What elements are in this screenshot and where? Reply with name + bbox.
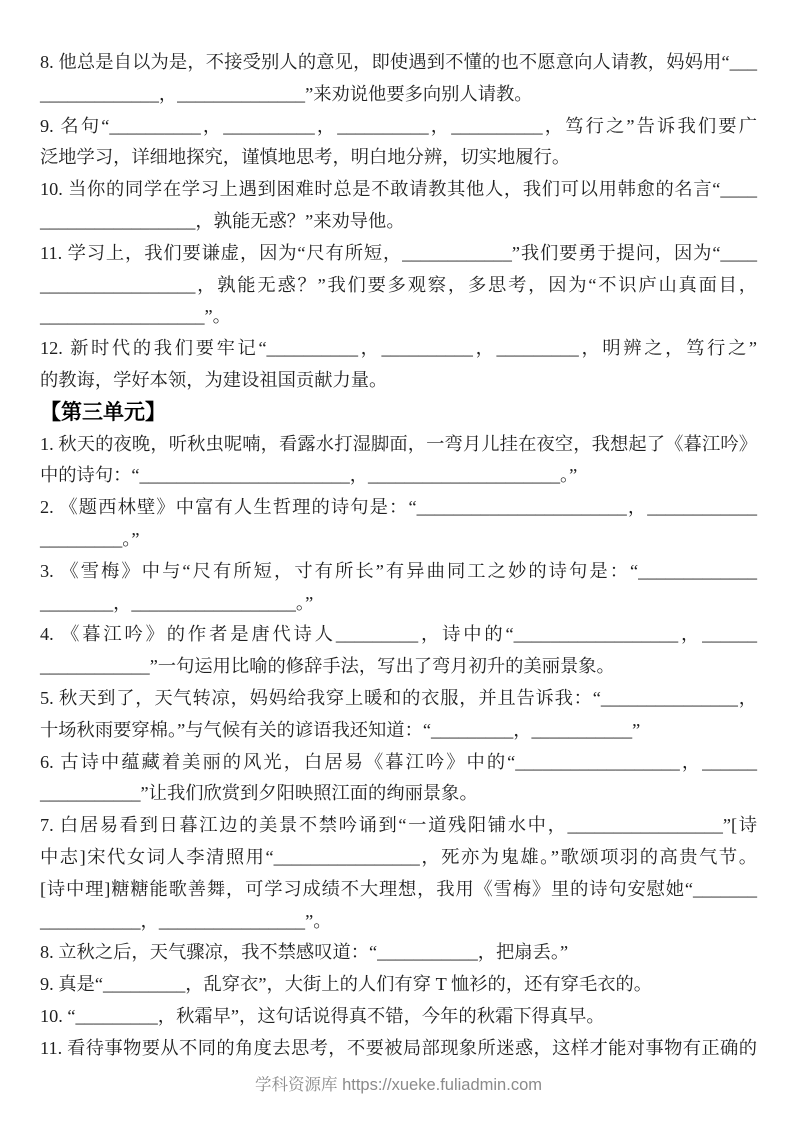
question-line: 8. 立秋之后，天气骤凉，我不禁感叹道：“___________，把扇丢。” — [40, 942, 569, 963]
question-line: 7. 白居易看到日暮江边的美景不禁吟诵到“一道残阳铺水中，_________________”[诗 — [40, 815, 757, 836]
question-line: _________________，孰能无惑？”我们要多观察，多思考，因为“不识庐山真面目， — [40, 274, 757, 295]
question-u3-8 — [40, 937, 757, 969]
question-u3-1 — [40, 429, 757, 493]
question-line: ___________，________________”。 — [40, 910, 332, 931]
question-line: __________________”。 — [40, 306, 231, 327]
question-u3-9 — [40, 969, 757, 1001]
footer-watermark: 学科资源库 https://xueke.fuliadmin.com — [254, 1075, 542, 1094]
section-heading-text: 【第三单元】 — [40, 400, 166, 424]
question-line: 11. 学习上，我们要谦虚，因为“尺有所短，____________”我们要勇于提问，因为“____ — [40, 242, 757, 263]
question-line: 4. 《暮江吟》的作者是唐代诗人_________，诗中的“__________________，______ — [40, 624, 757, 645]
question-12 — [40, 333, 757, 397]
question-line: 中的诗句：“_______________________，_____________________。” — [40, 465, 578, 486]
question-line: 十场秋雨要穿棉。”与气候有关的谚语我还知道：“_________，___________” — [40, 719, 641, 740]
question-u3-11 — [40, 1033, 757, 1065]
question-u3-5 — [40, 683, 757, 747]
question-11 — [40, 238, 757, 333]
question-u3-10 — [40, 1001, 757, 1033]
question-8 — [40, 47, 757, 111]
question-line: _____________，______________”来劝说他要多向别人请教。 — [40, 83, 533, 104]
question-line: 5. 秋天到了，天气转凉，妈妈给我穿上暖和的衣服，并且告诉我：“_______________， — [40, 687, 757, 708]
question-line: 8. 他总是自以为是，不接受别人的意见，即使遇到不懂的也不愿意向人请教，妈妈用“___ — [40, 52, 757, 72]
question-line: 2. 《题西林壁》中富有人生哲理的诗句是：“_______________________，____________ — [40, 497, 757, 518]
section-heading-unit-3 — [40, 397, 757, 429]
question-line: 9. 真是“_________，乱穿衣”，大街上的人们有穿 T 恤衫的，还有穿毛衣的。 — [40, 974, 653, 995]
question-u3-3 — [40, 556, 757, 620]
question-line: [诗中理]糖糖能歌善舞，可学习成绩不大理想，我用《雪梅》里的诗句安慰她“_______ — [40, 878, 757, 899]
question-line: ____________”一句运用比喻的修辞手法，写出了弯月初升的美丽景象。 — [40, 656, 615, 677]
question-line: ___________”让我们欣赏到夕阳映照江面的绚丽景象。 — [40, 783, 478, 804]
question-line: _________。” — [40, 528, 140, 549]
document-body — [40, 47, 757, 1065]
question-line: 11. 看待事物要从不同的角度去思考，不要被局部现象所迷惑，这样才能对事物有正确的 — [40, 1037, 757, 1058]
question-line: 中志]宋代女词人李清照用“________________，死亦为鬼雄。”歌颂项羽的高贵气节。 — [40, 846, 757, 867]
question-line: 3. 《雪梅》中与“尺有所短，寸有所长”有异曲同工之妙的诗句是：“_____________ — [40, 560, 757, 581]
question-line: _________________，孰能无惑？”来劝导他。 — [40, 210, 405, 231]
question-line: 10. 当你的同学在学习上遇到困难时总是不敢请教其他人，我们可以用韩愈的名言“____ — [40, 179, 757, 200]
question-line: 12. 新时代的我们要牢记“__________，__________，_________，明辨之，笃行之” — [40, 338, 757, 359]
question-10 — [40, 174, 757, 238]
question-line: 的教诲，学好本领，为建设祖国贡献力量。 — [40, 369, 388, 390]
question-line: 1. 秋天的夜晚，听秋虫呢喃，看露水打湿脚面，一弯月儿挂在夜空，我想起了《暮江吟》 — [40, 433, 757, 454]
question-u3-4 — [40, 619, 757, 683]
question-line: ________，__________________。” — [40, 592, 314, 613]
question-line: 6. 古诗中蕴藏着美丽的风光，白居易《暮江吟》中的“__________________，______ — [40, 751, 757, 772]
question-line: 9. 名句“__________，__________，__________，__________，笃行之”告诉我们要广 — [40, 115, 757, 136]
question-u3-2 — [40, 492, 757, 556]
question-u3-6 — [40, 747, 757, 811]
question-u3-7 — [40, 810, 757, 937]
question-line: 泛地学习，详细地探究，谨慎地思考，明白地分辨，切实地履行。 — [40, 147, 571, 168]
question-9 — [40, 111, 757, 175]
question-line: 10. “_________，秋霜早”，这句话说得真不错，今年的秋霜下得真早。 — [40, 1005, 605, 1026]
